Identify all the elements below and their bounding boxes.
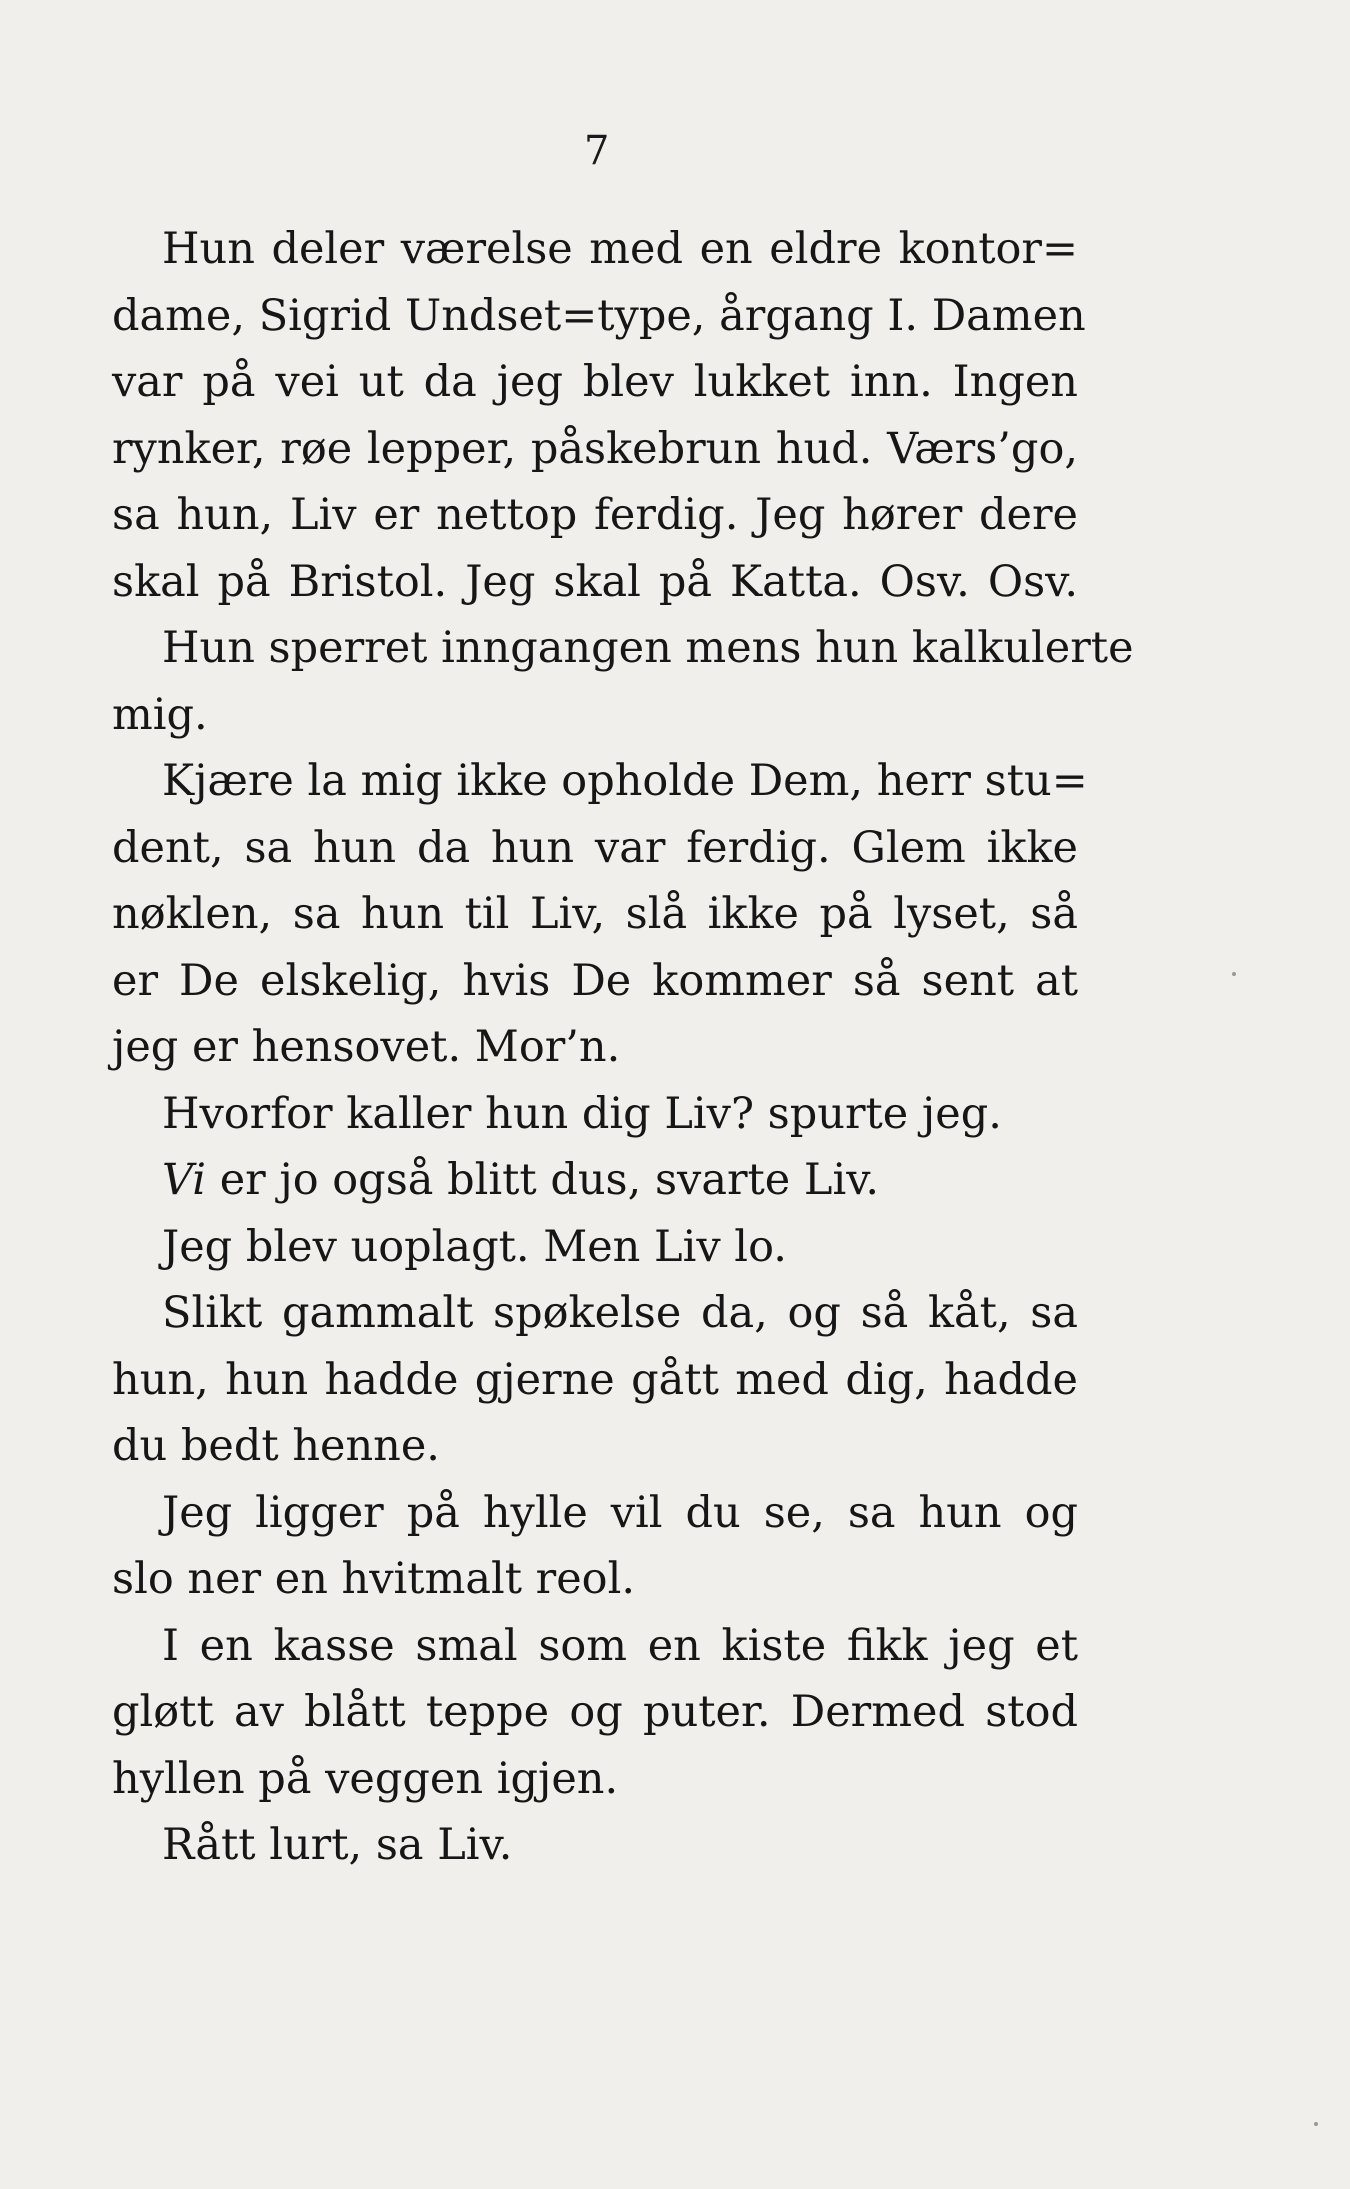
text-line: Jeg blev uoplagt. Men Liv lo. xyxy=(162,1221,787,1272)
text-line: Hun sperret inngangen mens hun kalkulerte xyxy=(162,623,1134,673)
paper-speck xyxy=(1232,972,1236,976)
body-text xyxy=(112,216,1134,1879)
text-line: jeg er hensovet. Mor’n. xyxy=(112,1022,621,1072)
text-line: var på vei ut da jeg blev lukket inn. Ingen xyxy=(112,357,1078,407)
text-line: Slikt gammalt spøkelse da, og så kåt, sa xyxy=(162,1288,1078,1338)
text-line: Kjære la mig ikke opholde Dem, herr stu= xyxy=(162,756,1088,806)
text-line: dent, sa hun da hun var ferdig. Glem ikke xyxy=(112,822,1078,873)
text-line: nøklen, sa hun til Liv, slå ikke på lyset, så xyxy=(112,889,1078,939)
text-line: Jeg ligger på hylle vil du se, sa hun og xyxy=(162,1487,1078,1538)
text-line: Rått lurt, sa Liv. xyxy=(162,1820,513,1870)
text-line: slo ner en hvitmalt reol. xyxy=(112,1554,635,1604)
text-line: I en kasse smal som en kiste fikk jeg et xyxy=(162,1620,1078,1671)
text-line: skal på Bristol. Jeg skal på Katta. Osv. Osv. xyxy=(112,556,1078,607)
text-line: dame, Sigrid Undset=type, årgang I. Damen xyxy=(112,290,1086,341)
text-line: mig. xyxy=(112,689,208,740)
text-line: hun, hun hadde gjerne gått med dig, hadde xyxy=(112,1354,1078,1405)
text-line: sa hun, Liv er nettop ferdig. Jeg hører dere xyxy=(112,490,1078,540)
emphasis-text: Vi xyxy=(162,1155,207,1205)
text-line: er De elskelig, hvis De kommer så sent at xyxy=(112,955,1078,1006)
text-line: Hvorfor kaller hun dig Liv? spurte jeg. xyxy=(162,1088,1002,1139)
page-number: 7 xyxy=(584,128,610,174)
text-line: hyllen på veggen igjen. xyxy=(112,1753,619,1804)
text-line: rynker, røe lepper, påskebrun hud. Værs’go, xyxy=(112,423,1078,474)
text-line: du bedt henne. xyxy=(112,1421,440,1471)
text-line: gløtt av blått teppe og puter. Dermed stod xyxy=(112,1687,1078,1737)
paper-speck xyxy=(1314,2122,1318,2126)
text-line: Hun deler værelse med en eldre kontor= xyxy=(162,224,1078,274)
text-line: Vi er jo også blitt dus, svarte Liv. xyxy=(162,1155,880,1205)
